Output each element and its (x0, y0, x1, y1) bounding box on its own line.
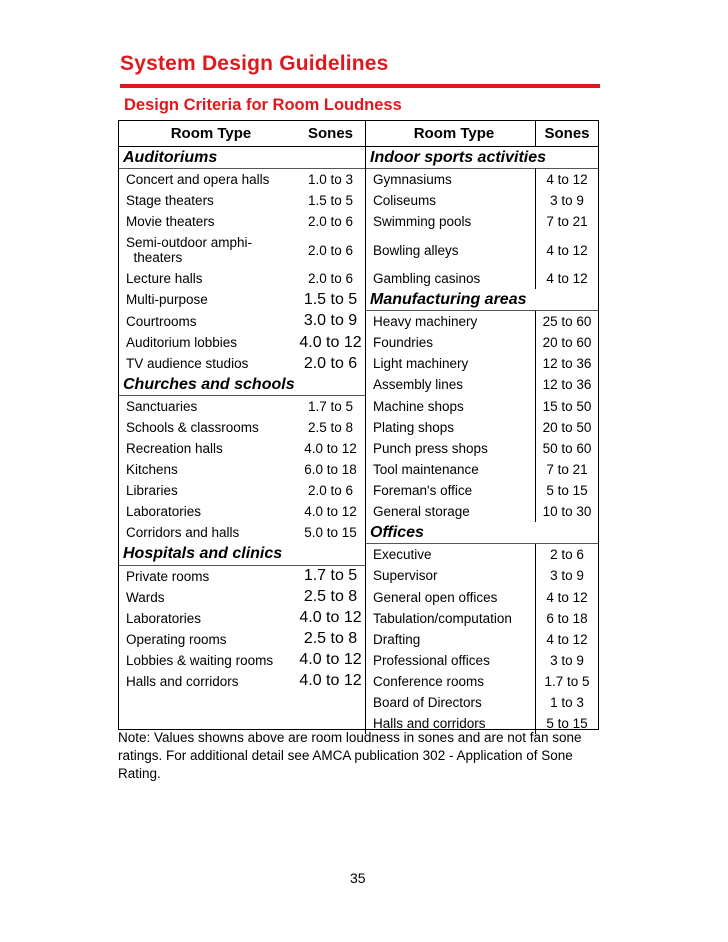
room-name: Tabulation/computation (373, 610, 512, 626)
room-name: Recreation halls (126, 441, 223, 456)
section-auditoriums: Auditoriums (119, 147, 366, 169)
header-room-type-2: Room Type (366, 121, 536, 147)
room-name: Heavy machinery (366, 311, 536, 333)
sone-value: 4 to 12 (536, 629, 599, 650)
sone-value: 4.0 to 12 (296, 608, 366, 629)
room-name: Swimming pools (373, 214, 472, 229)
sone-value: 5.0 to 15 (296, 522, 366, 544)
sone-value: 2.0 to 6 (296, 232, 366, 268)
room-name: Movie theaters (126, 214, 215, 229)
room-name: Supervisor (373, 568, 438, 584)
sone-value: 5 to 15 (536, 713, 599, 734)
room-name: Gymnasiums (373, 172, 452, 187)
sone-value: 2.5 to 8 (296, 417, 366, 438)
sone-value: 4 to 12 (536, 169, 599, 191)
room-name: Lobbies & waiting rooms (126, 652, 274, 668)
sone-value: 2.0 to 6 (296, 353, 366, 374)
sone-value: 2 to 6 (536, 544, 599, 566)
sone-value: 5 to 15 (536, 480, 599, 501)
room-name: Concert and opera halls (126, 172, 270, 187)
section-offices: Offices (370, 523, 424, 541)
room-name: TV audience studios (126, 356, 249, 371)
room-name: Gambling casinos (373, 271, 481, 286)
room-name: Drafting (373, 631, 421, 647)
sone-value: 50 to 60 (536, 438, 599, 459)
loudness-table (119, 121, 598, 734)
room-name: Sanctuaries (119, 396, 296, 418)
room-name: Board of Directors (373, 694, 482, 710)
room-name: Schools & classrooms (126, 420, 259, 435)
room-name: Plating shops (373, 420, 455, 435)
room-name: Light machinery (373, 356, 469, 371)
header-room-type: Room Type (119, 121, 296, 147)
sone-value: 3 to 9 (536, 650, 599, 671)
section-churches-schools: Churches and schools (119, 374, 366, 396)
table-note: Note: Values showns above are room loudness in sones and are not fan sone ratings. For additional detail see AMCA publication 302 - Application of Sone Rating. (118, 730, 582, 781)
sone-value: 1.5 to 5 (296, 190, 366, 211)
sone-value: 4.0 to 12 (296, 438, 366, 459)
room-name: Tool maintenance (373, 462, 479, 477)
header-row (119, 121, 598, 147)
room-name: Foundries (373, 335, 434, 350)
title-rule (120, 84, 600, 88)
sone-value: 1.5 to 5 (296, 289, 366, 311)
sone-value: 1.7 to 5 (296, 396, 366, 418)
room-name: Courtrooms (126, 313, 197, 329)
sone-value: 4 to 12 (536, 232, 599, 268)
sone-value: 7 to 21 (536, 211, 599, 232)
room-name: Coliseums (373, 193, 437, 208)
sone-value: 15 to 50 (536, 396, 599, 418)
page-title: System Design Guidelines (120, 52, 389, 75)
sone-value: 1.7 to 5 (296, 565, 366, 587)
room-name: Foreman's office (373, 483, 473, 498)
room-name: Stage theaters (126, 193, 214, 208)
page-number: 35 (350, 870, 366, 886)
section-indoor-sports: Indoor sports activities (370, 148, 547, 166)
sone-value: 1.0 to 3 (296, 169, 366, 191)
sone-value: 4.0 to 12 (296, 332, 366, 353)
sone-value: 20 to 50 (536, 417, 599, 438)
section-manufacturing: Manufacturing areas (370, 290, 527, 308)
sone-value: 3 to 9 (536, 190, 599, 211)
sone-value: 4.0 to 12 (296, 671, 366, 692)
room-name: Wards (126, 589, 165, 605)
room-name: Semi-outdoor amphi- theaters (126, 235, 253, 265)
room-name: Lecture halls (126, 271, 203, 286)
room-name: Executive (366, 544, 536, 566)
sone-value: 3 to 9 (536, 565, 599, 587)
room-name: Laboratories (126, 504, 202, 519)
sone-value: 7 to 21 (536, 459, 599, 480)
room-name: Assembly lines (373, 377, 464, 393)
room-name: Private rooms (119, 565, 296, 587)
room-name: Libraries (126, 483, 178, 498)
sone-value: 6.0 to 18 (296, 459, 366, 480)
sone-value: 12 to 36 (536, 353, 599, 374)
room-name: Halls and corridors (373, 715, 486, 731)
room-name: General storage (373, 504, 470, 519)
empty-cell (119, 692, 366, 713)
room-name: Punch press shops (373, 441, 488, 456)
room-name: Machine shops (373, 398, 464, 414)
sone-value: 1 to 3 (536, 692, 599, 713)
sone-value: 4.0 to 12 (296, 501, 366, 522)
section-hospitals-clinics: Hospitals and clinics (119, 544, 366, 566)
room-name: Conference rooms (373, 673, 485, 689)
sone-value: 12 to 36 (536, 374, 599, 396)
sone-value: 25 to 60 (536, 311, 599, 333)
sone-value: 4 to 12 (536, 268, 599, 289)
room-name: Corridors and halls (126, 525, 240, 541)
sone-value: 6 to 18 (536, 608, 599, 629)
sone-value: 4 to 12 (536, 587, 599, 608)
room-name: Professional offices (373, 652, 490, 668)
sone-value: 2.5 to 8 (296, 587, 366, 608)
sone-value: 2.0 to 6 (296, 480, 366, 501)
loudness-table-frame (118, 120, 599, 730)
sone-value: 2.0 to 6 (296, 211, 366, 232)
sone-value: 10 to 30 (536, 501, 599, 522)
room-name: Multi-purpose (126, 292, 208, 308)
table-subtitle: Design Criteria for Room Loudness (124, 96, 402, 114)
sone-value: 3.0 to 9 (296, 311, 366, 333)
room-name: Operating rooms (126, 631, 227, 647)
sone-value: 2.0 to 6 (296, 268, 366, 289)
room-name: Kitchens (126, 462, 178, 477)
sone-value: 2.5 to 8 (296, 629, 366, 650)
sone-value: 4.0 to 12 (296, 650, 366, 671)
header-sones: Sones (296, 121, 366, 147)
sone-value: 20 to 60 (536, 332, 599, 353)
room-name: Bowling alleys (373, 242, 459, 258)
room-name: Laboratories (126, 610, 202, 626)
sone-value: 1.7 to 5 (536, 671, 599, 692)
room-name: Halls and corridors (126, 673, 239, 689)
room-name: General open offices (373, 589, 498, 605)
header-sones-2: Sones (536, 121, 599, 147)
room-name: Auditorium lobbies (126, 335, 238, 350)
